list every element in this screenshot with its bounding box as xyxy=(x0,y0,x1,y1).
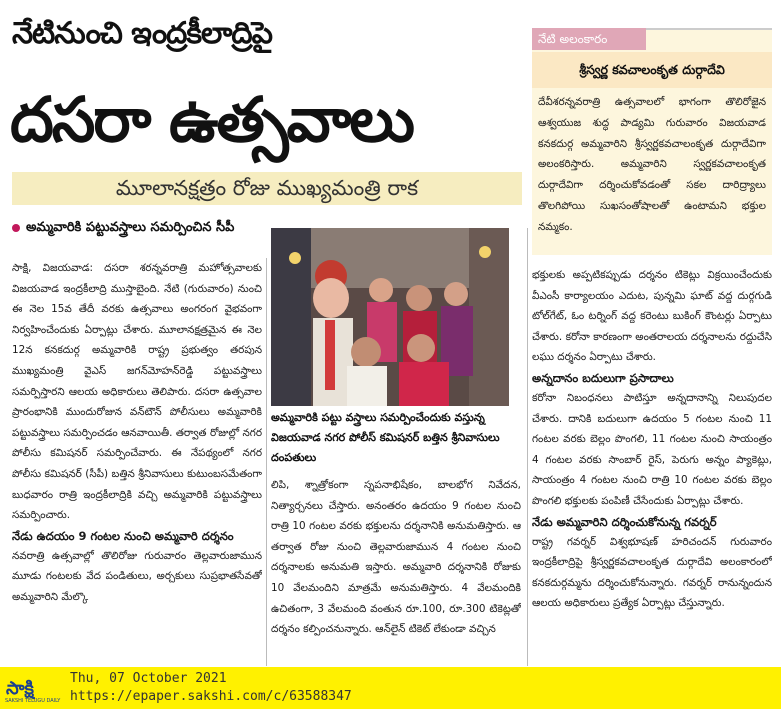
svg-text:SAKSHI TELUGU DAILY: SAKSHI TELUGU DAILY xyxy=(5,698,61,704)
highlight-label-text: అమ్మవారికి పట్టువస్త్రాలు సమర్పించిన సీపీ xyxy=(26,220,235,235)
sidebar-body: దేవీశరన్నవరాత్రి ఉత్సవాలలో భాగంగా తొలిరోజైన ఆశ్వయుజ శుద్ధ పాడ్యమి గురువారం విజయవాడ కనకదుర్గ అమ్మవారిని శ్రీస్వర్ణకవచాలంకృత దుర్గాదేవిగా అలంకరిస్తారు. అమ్మవారిని స్వర్ణకవచాలంకృత దుర్గాదేవిగా దర్శించుకోవడంతో సకల దారిద్ర్యాలు తొలగిపోయి సుఖసంతోషాలతో ఉంటామని భక్తుల నమ్మకం. xyxy=(538,96,766,233)
subheadline: మూలానక్షత్రం రోజు ముఖ్యమంత్రి రాక xyxy=(12,172,522,205)
column-divider xyxy=(266,258,267,666)
column-1-subheading: నేడు ఉదయం 9 గంటల నుంచి అమ్మవారి దర్శనం xyxy=(12,528,234,543)
edition-url[interactable]: https://epaper.sakshi.com/c/63588347 xyxy=(70,689,352,704)
photo-caption: అమ్మవారికి పట్టు వస్త్రాలు సమర్పించేందుకు వస్తున్న విజయవాడ నగర పోలీస్ కమిషనర్ బత్తిన శ్రీనివాసులు దంపతులు xyxy=(271,411,500,464)
sidebar-title: శ్రీస్వర్ణ కవచాలంకృత దుర్గాదేవి xyxy=(532,52,772,88)
column-1-text: సాక్షి, విజయవాడ: దసరా శరన్నవరాత్రి మహోత్సవాలకు విజయవాడ ఇంద్రకీలాద్రి ముస్తాబైంది. నేటి (గురువారం) నుంచి ఈ నెల 15వ తేదీ వరకు ఉత్సవాలు అంగరంగ వైభవంగా నిర్వహించేందుకు ఏర్పాట్లు చేశారు. మూలానక్షత్రమైన ఈ నెల 12న కనకదుర్గ అమ్మవారికి రాష్ట్ర ప్రభుత్వం తరపున ముఖ్యమంత్రి వైఎస్ జగన్‌మోహన్‌రెడ్డి పట్టువస్త్రాలు సమర్పిస్తారని ఆలయ అధికారులు తెలిపారు. దసరా ఉత్సవాల ప్రారంభానికి ముందురోజున వన్‌టౌన్ పోలీసులు అమ్మవారికి పట్టువస్త్రాలు సమర్పించడం ఆనవాయితీ. తర్వాత రోజుల్లో నగర పోలీసు కమిషనర్ సమర్పించేవారు. ఈ నేపథ్యంలో నగర పోలీసు కమిషనర్ (సీపీ) బత్తిన శ్రీనివాసులు కుటుంబసమేతంగా బుధవారం రాత్రి ఇంద్రకీలాద్రికి వచ్చి అమ్మవారికి పట్టువస్త్రాలు సమర్పించారు. xyxy=(12,262,262,522)
article-photo xyxy=(271,228,509,406)
column-3-subheading-1: అన్నదానం బదులుగా ప్రసాదాలు xyxy=(532,370,674,385)
highlight-label xyxy=(12,218,252,237)
bullet-icon xyxy=(12,224,20,232)
sakshi-logo xyxy=(4,674,64,704)
column-3-text: భక్తులకు అప్పటికప్పుడు దర్శనం టికెట్లు విక్రయించేందుకు వీఎంసీ కార్యాలయం ఎదుట, పున్నమి ఘాట్ వద్ద దుర్గగుడి టోల్‌గేట్, ఓం టర్నింగ్ వద్ద కరెంటు బుకింగ్ కౌంటర్లు ఏర్పాటు చేశారు. కరోనా కారణంగా అంతరాలయ దర్శనాలను రద్దుచేసి లఘు దర్శనం ఏర్పాటు చేశారు. xyxy=(532,269,772,364)
column-3-subheading-2: నేడు అమ్మవారిని దర్శించుకోనున్న గవర్నర్ xyxy=(532,514,717,529)
edition-date: Thu, 07 October 2021 xyxy=(70,671,227,686)
column-3-text-c: రాష్ట్ర గవర్నర్ విశ్వభూషణ్ హరిచందన్ గురువారం ఇంద్రకీలాద్రిపై శ్రీస్వర్ణకవచాలంకృత దుర్గాదేవి అలంకారంలో కనకదుర్గమ్మను దర్శించుకోనున్నారు. గవర్నర్ రానున్నందున ఆలయ అధికారులు ప్రత్యేక ఏర్పాట్లు చేస్తున్నారు. xyxy=(532,535,772,610)
procession-photo xyxy=(271,228,509,406)
column-3-text-b: కరోనా నిబంధనలు పాటిస్తూ అన్నదానాన్ని నిలుపుదల చేశారు. దానికి బదులుగా ఉదయం 5 గంటల నుంచి 11 గంటల వరకు బెల్లం పొంగలి, 11 గంటల నుంచి సాయంత్రం 4 గంటల వరకు సాంబార్ రైస్, పెరుగు అన్నం ప్యాకెట్లు, సాయంత్రం 4 గంటల నుంచి రాత్రి 10 గంటల వరకు బెల్లం పొంగలి భక్తులకు పంపిణీ చేసేందుకు ఏర్పాట్లు చేశారు. xyxy=(532,391,772,507)
article-column-1 xyxy=(12,258,262,666)
article-column-2 xyxy=(271,475,521,667)
sidebar-label: నేటి అలంకారం xyxy=(532,28,646,50)
article-column-3 xyxy=(532,265,772,667)
column-1-text-b: నవరాత్రి ఉత్సవాల్లో తొలిరోజు గురువారం తెల్లవారుజామున మూడు గంటలకు వేద పండితులు, అర్చకులు సుప్రభాతసేవతో అమ్మవారిని మేల్కొ xyxy=(12,549,262,603)
main-headline: దసరా ఉత్సవాలు xyxy=(10,83,413,156)
kicker-headline: నేటినుంచి ఇంద్రకీలాద్రిపై xyxy=(12,16,272,51)
svg-text:సాక్షి: సాక్షి xyxy=(6,678,34,699)
column-divider xyxy=(527,228,528,666)
column-2-text: లిపి, శ్నాత్రోకంగా స్నపనాభిషేకం, బాలభోగ నివేదన, నిత్యార్చనలు చేస్తారు. అనంతరం ఉదయం 9 గంటల నుంచి రాత్రి 10 గంటల వరకు భక్తులను దర్శనానికి అనుమతిస్తారు. ఆ తర్వాత రోజు నుంచి తెల్లవారుజామున 4 గంటల నుంచి దర్శనాలకు అనుమతి ఇస్తారు. అమ్మవారి దర్శనానికి రోజుకు 10 వేలమందిని మాత్రమే అనుమతిస్తారు. 4 వేలమందికి ఉచితంగా, 3 వేలమంది వంతున రూ.100, రూ.300 టికెట్లతో దర్శనం కల్పించనున్నారు. ఆన్‌లైన్ టికెట్ లేకుండా వచ్చిన xyxy=(271,479,521,636)
